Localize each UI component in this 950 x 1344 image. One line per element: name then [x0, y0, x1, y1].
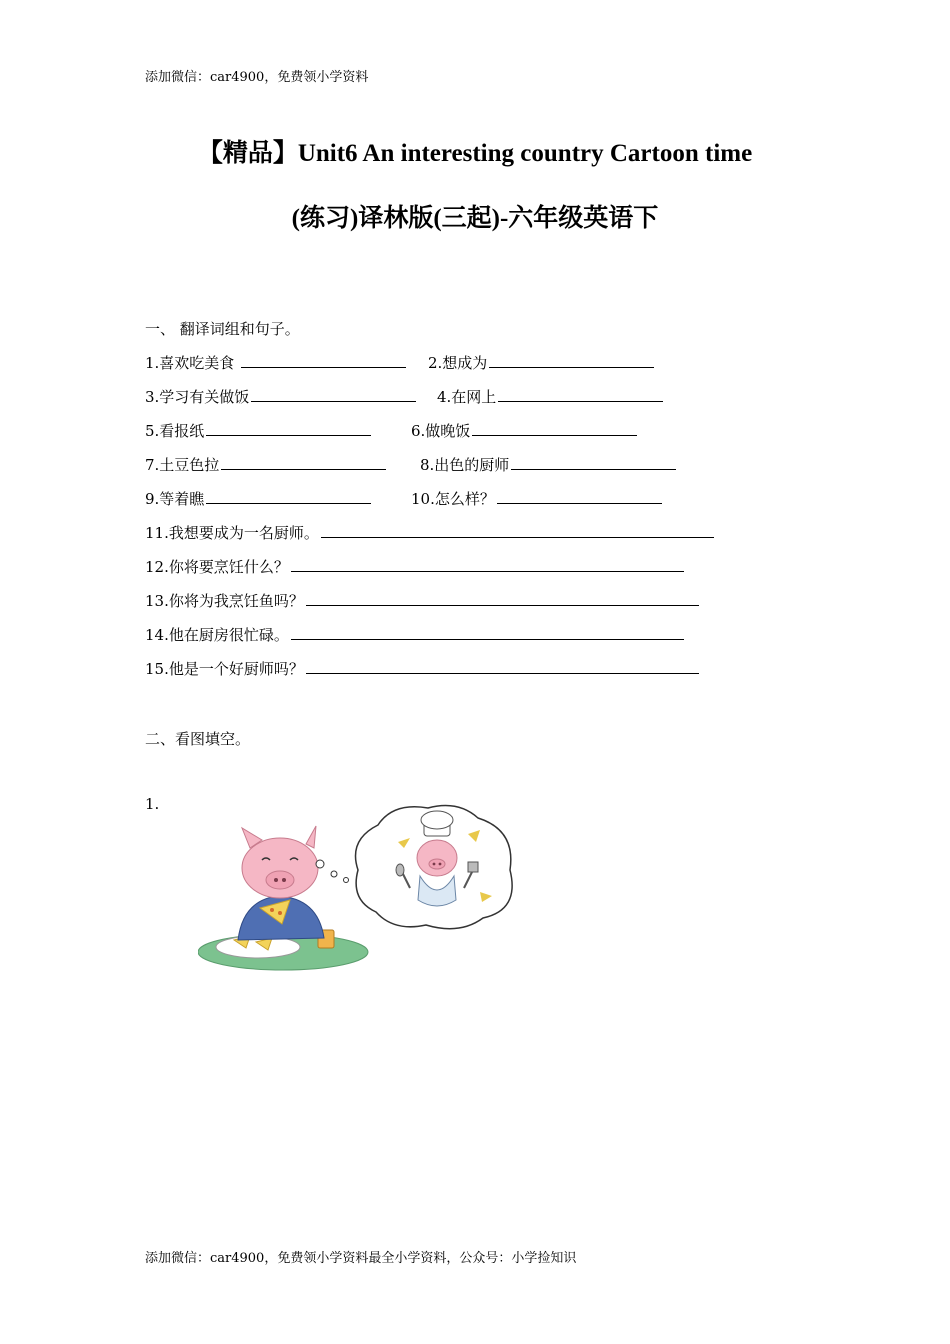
answer-blank[interactable] — [306, 658, 699, 674]
sentence-label: 14.他在厨房很忙碌。 — [145, 626, 289, 644]
answer-blank[interactable] — [472, 420, 637, 436]
answer-blank[interactable] — [291, 624, 684, 640]
sentence-label: 13.你将为我烹饪鱼吗？ — [145, 592, 304, 610]
sentence-label: 11.我想要成为一名厨师。 — [145, 524, 319, 542]
phrase-label: 2.想成为 — [428, 354, 488, 372]
answer-blank[interactable] — [498, 386, 663, 402]
phrase-item-7 — [145, 454, 386, 475]
phrase-label: 4.在网上 — [437, 388, 497, 406]
answer-blank[interactable] — [221, 454, 386, 470]
sentence-item-11 — [145, 522, 714, 543]
phrase-label: 10.怎么样？ — [411, 490, 495, 508]
answer-blank[interactable] — [489, 352, 654, 368]
phrase-item-8 — [420, 454, 676, 475]
answer-blank[interactable] — [306, 590, 699, 606]
page-title-line2: (练习)译林版(三起)-六年级英语下 — [291, 205, 659, 232]
answer-blank[interactable] — [206, 488, 371, 504]
answer-blank[interactable] — [321, 522, 714, 538]
section1-heading: 一、 翻译词组和句子。 — [145, 320, 300, 338]
phrase-label: 9.等着瞧 — [145, 490, 205, 508]
sentence-item-13 — [145, 590, 699, 611]
answer-blank[interactable] — [497, 488, 662, 504]
footer-note: 添加微信：car4900，免费领小学资料最全小学资料，公众号：小学捡知识 — [145, 1251, 577, 1266]
answer-blank[interactable] — [241, 352, 406, 368]
phrase-label: 5.看报纸 — [145, 422, 205, 440]
phrase-item-3 — [145, 386, 416, 407]
phrase-label: 3.学习有关做饭 — [145, 388, 250, 406]
phrase-item-6 — [411, 420, 637, 441]
phrase-item-10 — [411, 488, 662, 509]
phrase-item-9 — [145, 488, 371, 509]
section2-heading: 二、看图填空。 — [145, 730, 251, 748]
answer-blank[interactable] — [206, 420, 371, 436]
pig-chef-illustration — [198, 800, 520, 972]
sentence-item-14 — [145, 624, 684, 645]
page-title-line1: 【精品】Unit6 An interesting country Cartoon time — [197, 140, 753, 167]
phrase-item-5 — [145, 420, 371, 441]
answer-blank[interactable] — [291, 556, 684, 572]
phrase-label: 8.出色的厨师 — [420, 456, 510, 474]
sentence-item-15 — [145, 658, 699, 679]
phrase-item-4 — [437, 386, 663, 407]
phrase-item-2 — [428, 352, 654, 373]
phrase-label: 6.做晚饭 — [411, 422, 471, 440]
phrase-item-1 — [145, 352, 406, 373]
header-note: 添加微信：car4900，免费领小学资料 — [145, 70, 369, 85]
phrase-label: 1.喜欢吃美食 — [145, 354, 240, 372]
phrase-label: 7.土豆色拉 — [145, 456, 220, 474]
sentence-item-12 — [145, 556, 684, 577]
answer-blank[interactable] — [251, 386, 416, 402]
sentence-label: 12.你将要烹饪什么？ — [145, 558, 289, 576]
answer-blank[interactable] — [511, 454, 676, 470]
sentence-label: 15.他是一个好厨师吗？ — [145, 660, 304, 678]
picture-item-number: 1. — [145, 795, 160, 813]
